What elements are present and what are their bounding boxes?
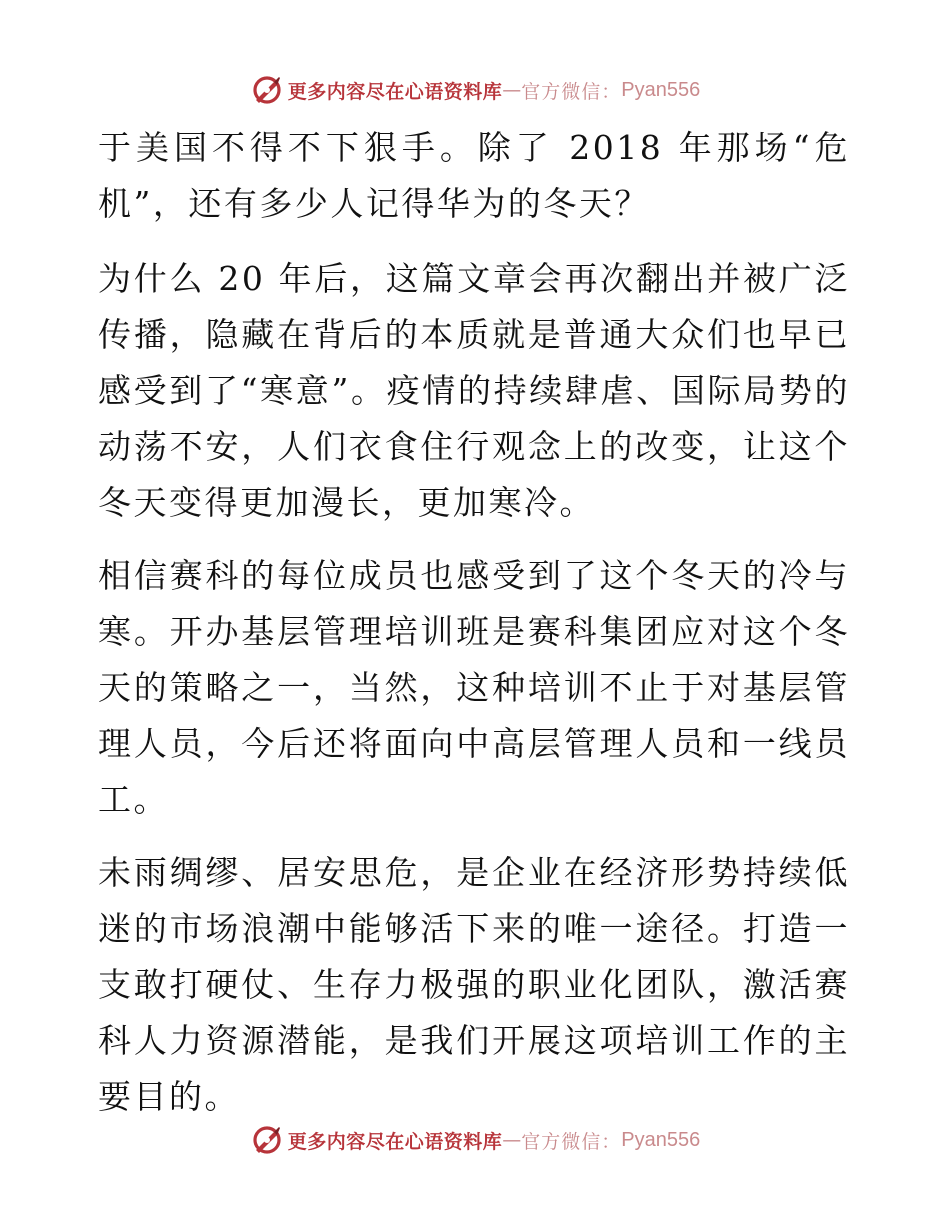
banner-wechat-id: Pyan556 <box>621 78 701 101</box>
banner-main-text: 更多内容尽在心语资料库 <box>287 80 503 103</box>
header-banner <box>0 70 950 110</box>
banner-wechat-label: 官方微信： <box>521 80 622 103</box>
paragraph: 为什么 20 年后，这篇文章会再次翻出并被广泛传播，隐藏在背后的本质就是普通大众们也早已感受到了“寒意”。疫情的持续肆虐、国际局势的动荡不安，人们衣食住行观念上的改变，让这个冬天变得更加漫长，更加寒冷。 <box>98 259 850 522</box>
pen-logo-icon <box>250 73 284 107</box>
banner-main-text: 更多内容尽在心语资料库 <box>287 1130 503 1153</box>
banner-wechat-label: 官方微信： <box>521 1130 622 1153</box>
pen-logo-icon <box>250 1123 284 1157</box>
document-body <box>98 120 850 1142</box>
footer-banner <box>0 1120 950 1160</box>
banner-separator: — <box>502 1129 522 1151</box>
banner-separator: — <box>502 79 522 101</box>
paragraph: 于美国不得不下狠手。除了 2018 年那场“危机”，还有多少人记得华为的冬天？ <box>98 128 850 223</box>
paragraph: 相信赛科的每位成员也感受到了这个冬天的冷与寒。开办基层管理培训班是赛科集团应对这个冬天的策略之一，当然，这种培训不止于对基层管理人员，今后还将面向中高层管理人员和一线员工。 <box>98 556 850 819</box>
banner-wechat-id: Pyan556 <box>621 1128 701 1151</box>
paragraph: 未雨绸缪、居安思危，是企业在经济形势持续低迷的市场浪潮中能够活下来的唯一途径。打造一支敢打硬仗、生存力极强的职业化团队，激活赛科人力资源潜能，是我们开展这项培训工作的主要目的。 <box>98 853 850 1116</box>
